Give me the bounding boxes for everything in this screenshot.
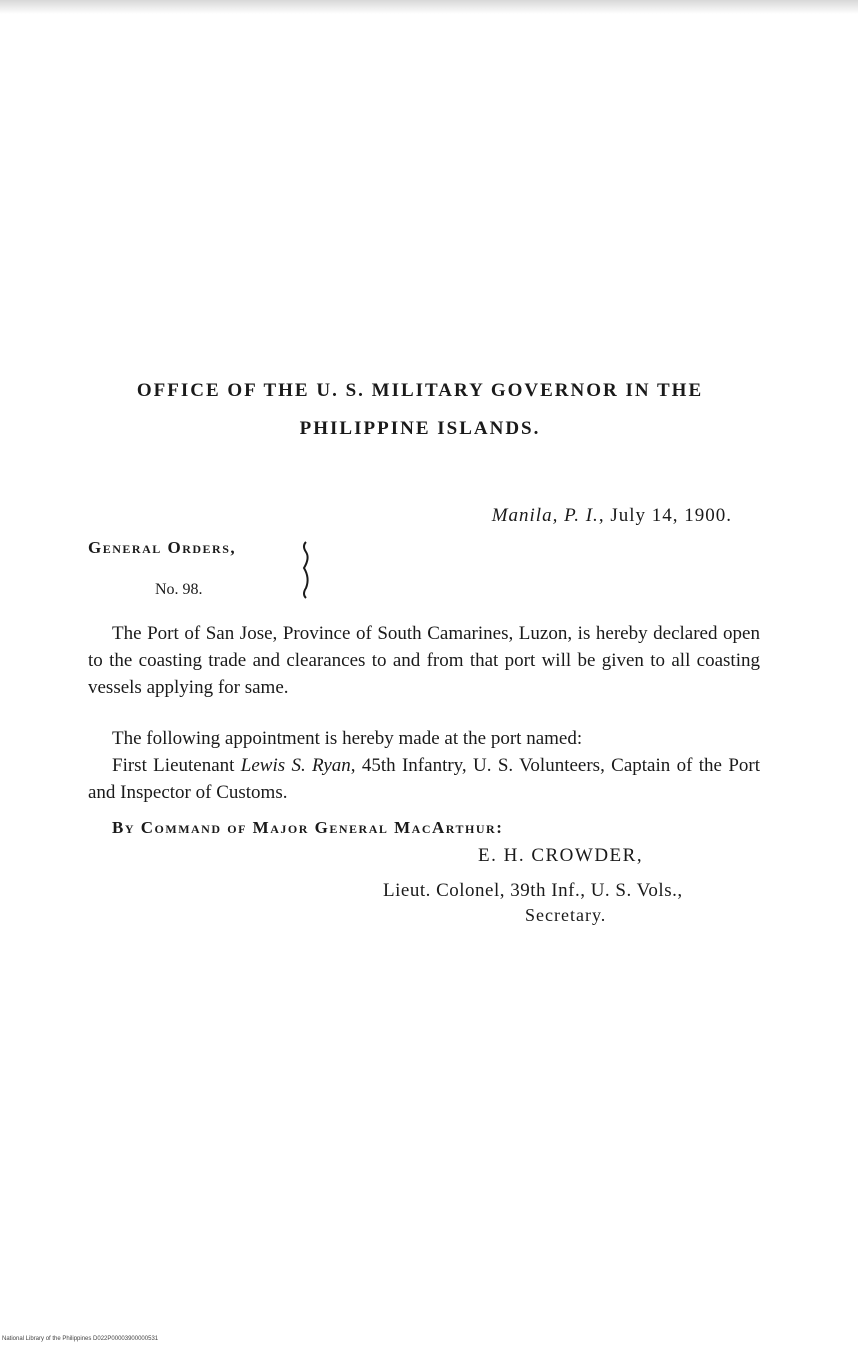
signature-title: Secretary.: [525, 905, 607, 925]
order-paragraph-officer: [88, 752, 760, 806]
officer-rank: First Lieutenant: [112, 755, 241, 776]
dateline: [492, 505, 732, 527]
office-heading-line2: PHILIPPINE ISLANDS.: [299, 418, 541, 439]
office-heading-line1: OFFICE OF THE U. S. MILITARY GOVERNOR IN THE: [136, 380, 704, 401]
signature-name: E. H. CROWDER,: [478, 845, 644, 866]
dateline-place: Manila, P. I.: [491, 505, 599, 526]
order-paragraph-port: The Port of San Jose, Province of South Camarines, Luzon, is hereby declared open to the coasting trade and clearances to and from that port will be given to all coasting vessels applying for same.: [88, 623, 760, 698]
officer-name: Lewis S. Ryan: [240, 755, 351, 776]
general-orders-number: No. 98.: [155, 581, 203, 598]
scan-edge-shading: [0, 0, 858, 14]
command-line: By Command of Major General MacArthur:: [112, 818, 504, 837]
brace-icon: [292, 538, 322, 602]
archive-footer: National Library of the Philippines D022P00003900000531: [2, 1336, 159, 1342]
general-orders-label: General Orders,: [88, 538, 237, 557]
officer-duties: , 45th Infantry, U. S. Volunteers, Captain of the Port and Inspector of Customs.: [88, 755, 760, 803]
dateline-date: , July 14, 1900.: [598, 505, 732, 526]
order-paragraph-appointment: The following appointment is hereby made at the port named:: [112, 728, 583, 749]
signature-rank: Lieut. Colonel, 39th Inf., U. S. Vols.,: [383, 880, 683, 901]
